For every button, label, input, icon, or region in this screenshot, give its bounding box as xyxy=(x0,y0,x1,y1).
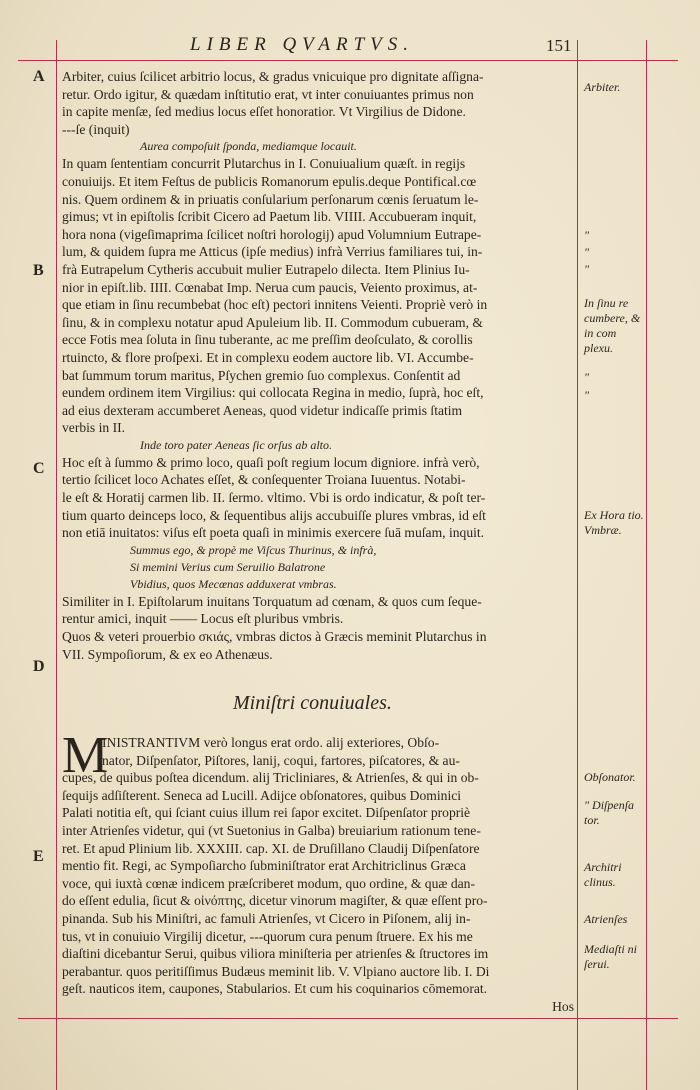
marginal-note: " xyxy=(584,245,590,259)
text-line: diaſtini dicebantur Serui, quibus viliora miniſteria per atrienſes & ſtructores im xyxy=(62,946,489,962)
text-line: inter Atrienſes videtur, qui (vt Suetonius in Galba) breuiarium rationum tene- xyxy=(62,822,481,838)
text-line: nis. Quem ordinem & in priuatis conſularium perſonarum cœnis ſeruatum le- xyxy=(62,191,479,207)
section-letter-a: A xyxy=(33,68,45,85)
text-line: tus, vt in conuiuio Virgilij dicetur, ---quorum cura penum ſtruere. Ex his me xyxy=(62,928,473,944)
second-text-block xyxy=(62,727,574,1016)
drop-capital: M xyxy=(62,727,109,784)
text-line: Similiter in I. Epiſtolarum inuitans Torquatum ad cœnam, & quos cum ſeque- xyxy=(62,593,482,609)
main-text-block xyxy=(62,68,574,663)
text-line: mentio fit. Regi, ac Sympoſiarcho ſubminiſtrator erat Architriclinus Græca xyxy=(62,858,466,874)
text-line: ſinu, & in complexu notatur apud Apuleium lib. II. Commodum cubueram, & xyxy=(62,314,483,330)
section-letter-b: B xyxy=(33,262,44,279)
text-line: In quam ſententiam concurrit Plutarchus in I. Conuiualium quæſt. in regijs xyxy=(62,156,466,172)
text-line: que etiam in ſinu recumbebat (hoc eſt) pectori innitens Veienti. Propriè verò in xyxy=(62,297,488,313)
text-line: ſequijs adſiſterent. Seneca ad Lucill. Adijce obſonatores, quibus Dominici xyxy=(62,787,462,803)
marginal-note: Atrienſes xyxy=(584,912,628,926)
catchword: Hos xyxy=(552,998,574,1014)
verse-quote: Inde toro pater Aeneas ſic orſus ab alto. xyxy=(140,437,332,452)
marginal-note: " Diſpenſa tor. xyxy=(584,798,635,827)
text-line: cupes, de quibus poſtea dicendum. alij Tricliniares, & Atrienſes, & qui in ob- xyxy=(62,770,479,786)
section-letter-d: D xyxy=(33,658,45,675)
marginal-note: Arbiter. xyxy=(584,80,621,94)
text-line: do eſſent edulia, ſicut & οἰνόπτης, dicetur vinorum magiſter, & quæ eſſent pro- xyxy=(62,893,488,909)
marginal-note: Obſonator. xyxy=(584,770,636,784)
section-heading: Miniſtri conuiuales. xyxy=(233,692,392,714)
text-line: bat ſummum torum maritus, Pſychen gremio ſuo complexus. Conſentit ad xyxy=(62,367,461,383)
text-line: conuiuijs. Et item Feſtus de publicis Romanorum epulis.deque Pontifical.cœ xyxy=(62,173,477,189)
marginal-note: " xyxy=(584,370,590,384)
text-line: Palati notitia eſt, qui ſciant cuius illum rei ſapor excitet. Diſpenſator propriè xyxy=(62,805,471,821)
verse-quote: Vbidius, quos Mecœnas adduxerat vmbras. xyxy=(130,576,337,591)
text-line: tertio ſcilicet loco Achates eſſet, & conſequenter Troiana Iuuentus. Notabi- xyxy=(62,472,466,488)
marginal-note: " xyxy=(584,228,590,242)
text-line: gimus; vt in epiſtolis ſcribit Cicero ad Paetum lib. VIIII. Accubueram inquit, xyxy=(62,209,477,225)
marginal-note: " xyxy=(584,262,590,276)
text-line: nior in epiſt.lib. IIII. Cœnabat Imp. Nerua cum paucis, Veiento proximus, at- xyxy=(62,279,478,295)
running-header: LIBER QVARTVS. xyxy=(190,34,415,55)
text-line: perabantur. quos peritiſſimus Budæus meminit lib. V. Vlpiano auctore lib. I. Di xyxy=(62,963,490,979)
text-line: ad eius dexteram accumberet Aeneas, quod videtur indicaſſe primis ſtatim xyxy=(62,402,463,418)
text-line: ret. Et apud Plinium lib. XXXIII. cap. XI. de Druſillano Claudij Diſpenſatore xyxy=(62,840,480,856)
text-line: nator, Diſpenſator, Piſtores, lanij, coqui, fartores, piſcatores, & au- xyxy=(102,752,460,768)
text-line: verbis in II. xyxy=(62,420,126,436)
text-line: frà Eutrapelum Cytheris accubuit mulier Eutrapelo dilecta. Item Plinius Iu- xyxy=(62,261,470,277)
text-line: Arbiter, cuius ſcilicet arbitrio locus, & gradus vnicuique pro dignitate aſſigna- xyxy=(62,69,484,84)
verse-quote: Aurea compoſuit ſponda, mediamque locauit. xyxy=(140,139,357,154)
section-letter-e: E xyxy=(33,848,44,865)
text-line: ---ſe (inquit) xyxy=(62,121,130,137)
page-number: 151 xyxy=(546,36,572,55)
text-line: rentur amici, inquit —— Locus eſt pluribus vmbris. xyxy=(62,611,344,627)
marginal-note: " xyxy=(584,388,590,402)
section-letter-c: C xyxy=(33,460,45,477)
text-line: Hoc eſt à ſummo & primo loco, quaſi poſt regium locum digniore. infrà verò, xyxy=(62,454,480,470)
verse-quote: Summus ego, & propè me Viſcus Thurinus, & infrà, xyxy=(130,542,377,557)
text-line: lum, & quidem ſupra me Atticus (ipſe medius) infrà Verrius familiares tui, in- xyxy=(62,244,483,260)
text-line: retur. Ordo igitur, & quædam inſtitutio erat, vt inter conuiuantes primus non xyxy=(62,86,474,102)
text-line: Quos & veteri prouerbio σκιάς, vmbras dictos à Græcis meminit Plutarchus in xyxy=(62,629,487,645)
text-line: le eſt & Horatij carmen lib. II. ſermo. vltimo. Vbi is ordo indicatur, & poſt ter- xyxy=(62,490,486,506)
marginal-note: Mediaſti ni ſerui. xyxy=(584,942,637,971)
marginal-note: In ſinu re cumbere, & in com plexu. xyxy=(584,296,641,355)
text-line: ecce Fotis mea ſoluta in ſinu tuberante, ac me preſſim deoſculato, & corollis xyxy=(62,332,473,348)
text-line: in capite menſæ, ſed medius locus eſſet honoratior. Vt Virgilius de Didone. xyxy=(62,104,466,120)
marginal-note: Architri clinus. xyxy=(584,860,622,889)
text-line: INISTRANTIVM verò longus erat ordo. alij exteriores, Obſo- xyxy=(102,735,440,750)
text-line: rtuincto, & flore proſpexi. Et in complexu eodem auctore lib. VI. Accumbe- xyxy=(62,349,474,365)
text-line: VII. Sympoſiorum, & ex eo Athenæus. xyxy=(62,646,273,662)
text-line: geſt. nauticos item, caupones, Stabularios. Et cum his coquinarios cōmemorat. xyxy=(62,981,488,997)
text-line: tium quarto deinceps loco, & ſequentibus alijs accubuiſſe plures vmbras, id eſt xyxy=(62,507,486,523)
text-line: hora nona (vigeſimaprima ſcilicet noſtri horologij) apud Volumnium Eutrape- xyxy=(62,226,482,242)
text-line: non etiā inuitatos: viſus eſt poeta quaſi in minimis exercere ſuā muſam, inquit. xyxy=(62,525,485,541)
marginal-note: Ex Hora tio. Vmbræ. xyxy=(584,508,644,537)
text-line: eundem ordinem item Virgilius: qui collocata Regina in medio, ſuprà, hoc eſt, xyxy=(62,385,484,401)
verse-quote: Si memini Verius cum Seruilio Balatrone xyxy=(130,559,326,574)
text-line: pinanda. Sub his Miniſtri, ac famuli Atrienſes, vt Cicero in Piſonem, alij in- xyxy=(62,910,471,926)
text-line: voce, qui iuxtà cœnæ indicem præſcriberet modum, quo ordine, & quæ dan- xyxy=(62,875,476,891)
